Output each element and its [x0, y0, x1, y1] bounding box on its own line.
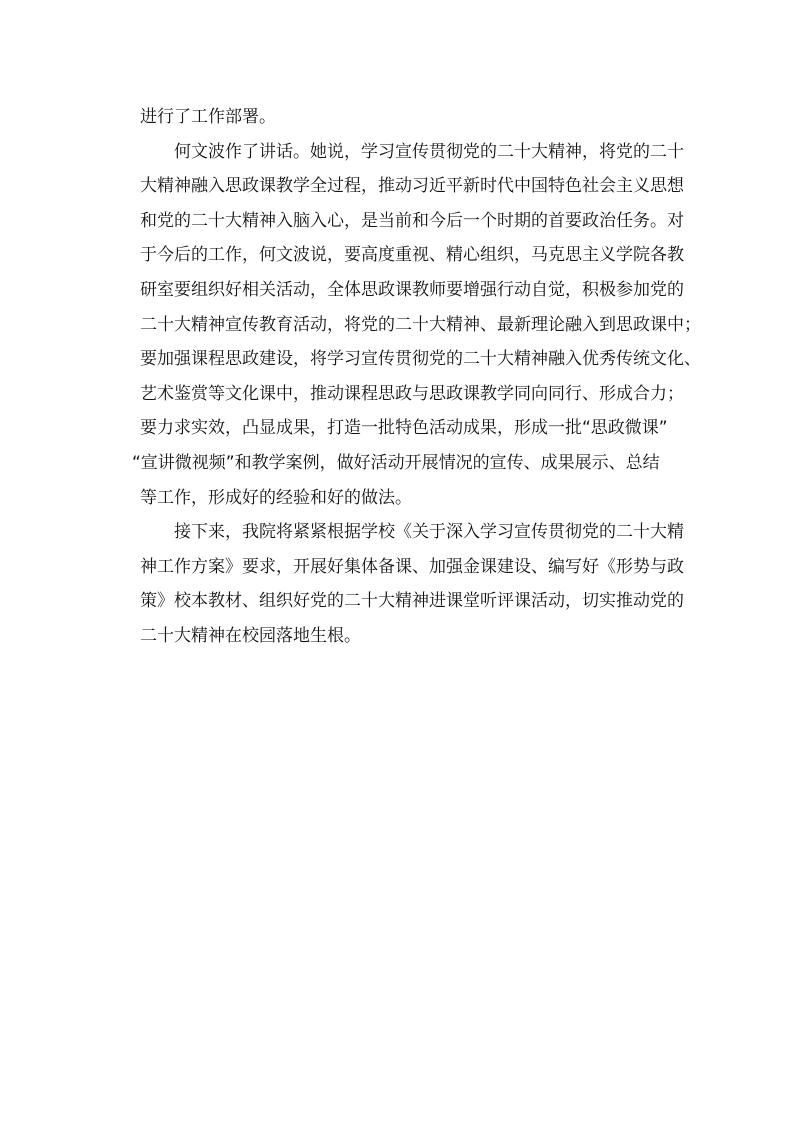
- text-line: 神工作方案》要求，开展好集体备课、加强金课建设、编写好《形势与政: [140, 556, 684, 577]
- text-line: 策》校本教材、组织好党的二十大精神进课堂听评课活动，切实推动党的: [140, 591, 684, 612]
- text-line: 艺术鉴赏等文化课中，推动课程思政与思政课教学同向同行、形成合力；: [140, 383, 684, 404]
- text-line: “宣讲微视频”和教学案例，做好活动开展情况的宣传、成果展示、总结: [132, 452, 660, 473]
- text-line: 于今后的工作，何文波说，要高度重视、精心组织，马克思主义学院各教: [140, 245, 684, 266]
- text-line: 等工作，形成好的经验和好的做法。: [140, 487, 412, 508]
- text-line: 要加强课程思政建设，将学习宣传贯彻党的二十大精神融入优秀传统文化、: [140, 349, 701, 370]
- text-line: 要力求实效，凸显成果，打造一批特色活动成果，形成一批“思政微课”: [140, 418, 668, 439]
- text-line: 二十大精神宣传教育活动，将党的二十大精神、最新理论融入到思政课中；: [140, 314, 701, 335]
- article-body: [132, 100, 701, 654]
- text-line: 接下来，我院将紧紧根据学校《关于深入学习宣传贯彻党的二十大精: [174, 522, 684, 543]
- text-line: 何文波作了讲话。她说，学习宣传贯彻党的二十大精神，将党的二十: [174, 141, 684, 162]
- text-line: 和党的二十大精神入脑入心，是当前和今后一个时期的首要政治任务。对: [140, 210, 684, 231]
- text-line: 大精神融入思政课教学全过程，推动习近平新时代中国特色社会主义思想: [140, 176, 684, 197]
- text-line: 二十大精神在校园落地生根。: [140, 625, 361, 646]
- text-line: 进行了工作部署。: [140, 107, 276, 127]
- text-line: 研室要组织好相关活动，全体思政课教师要增强行动自觉，积极参加党的: [140, 279, 684, 300]
